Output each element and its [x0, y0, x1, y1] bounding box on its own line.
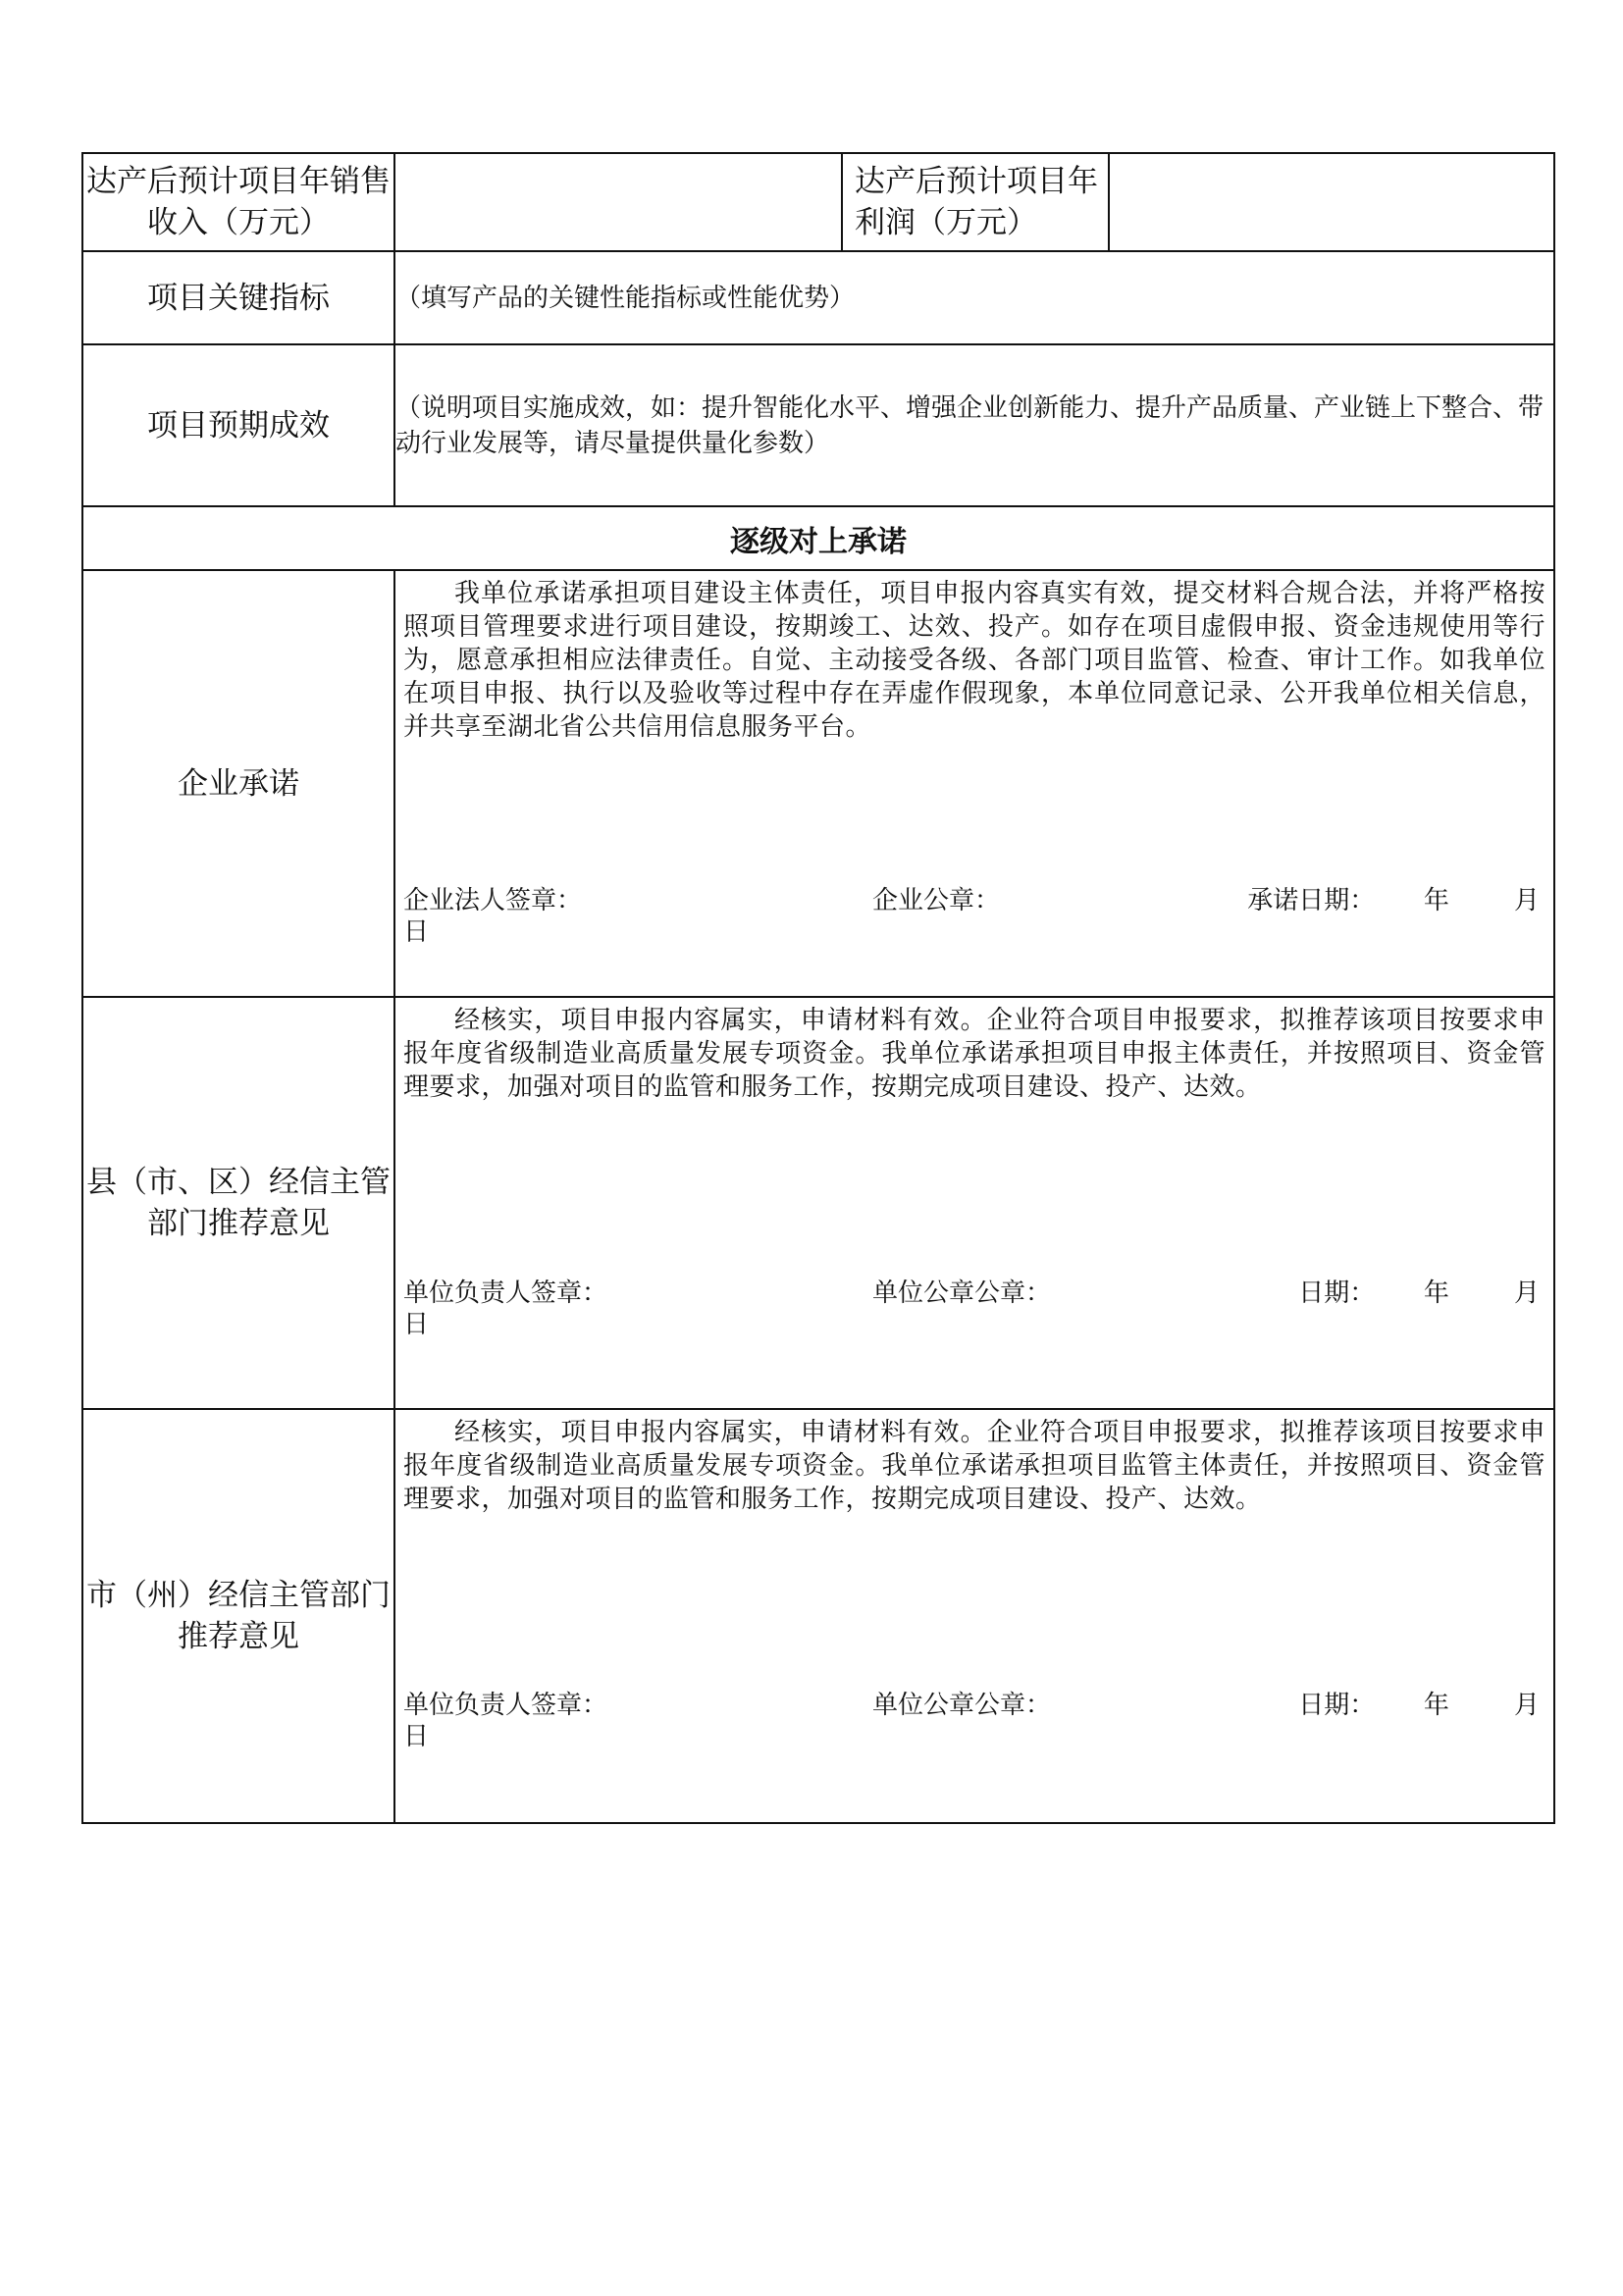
county-recommendation-label: 县（市、区）经信主管部门推荐意见	[82, 997, 394, 1409]
annual-profit-field[interactable]	[1109, 153, 1554, 251]
annual-profit-label: 达产后预计项目年利润（万元）	[842, 153, 1109, 251]
county-leader-signature-label: 单位负责人签章：	[403, 1278, 608, 1308]
enterprise-commitment-cell	[394, 570, 1554, 997]
county-date-label: 日期： 年 月	[1298, 1278, 1540, 1308]
city-recommendation-row	[82, 1409, 1554, 1823]
city-seal-label: 单位公章公章：	[872, 1691, 1052, 1720]
county-seal-label: 单位公章公章：	[872, 1278, 1052, 1308]
city-recommendation-text: 经核实，项目申报内容属实，申请材料有效。企业符合项目申报要求，拟推荐该项目按要求申报年度省级制造业高质量发展专项资金。我单位承诺承担项目监管主体责任，并按照项目、资金管理要求，加强对项目的监管和服务工作，按期完成项目建设、投产、达效。	[403, 1418, 1545, 1514]
city-date-label: 日期： 年 月	[1298, 1691, 1540, 1720]
county-recommendation-cell	[394, 997, 1554, 1409]
county-day-label: 日	[403, 1310, 430, 1339]
city-leader-signature-label: 单位负责人签章：	[403, 1691, 608, 1720]
county-recommendation-row	[82, 997, 1554, 1409]
application-form-table	[81, 152, 1555, 1824]
commitment-day-label: 日	[403, 917, 430, 947]
annual-sales-field[interactable]	[394, 153, 842, 251]
section-title: 逐级对上承诺	[82, 506, 1554, 570]
county-recommendation-text: 经核实，项目申报内容属实，申请材料有效。企业符合项目申报要求，拟推荐该项目按要求申报年度省级制造业高质量发展专项资金。我单位承诺承担项目申报主体责任，并按照项目、资金管理要求，加强对项目的监管和服务工作，按期完成项目建设、投产、达效。	[403, 1006, 1545, 1102]
expected-results-field[interactable]: （说明项目实施成效，如：提升智能化水平、增强企业创新能力、提升产品质量、产业链上下整合、带动行业发展等，请尽量提供量化参数）	[394, 344, 1554, 506]
expected-results-row	[82, 344, 1554, 506]
key-indicators-field[interactable]: （填写产品的关键性能指标或性能优势）	[394, 251, 1554, 344]
city-day-label: 日	[403, 1722, 430, 1751]
enterprise-commitment-label: 企业承诺	[82, 570, 394, 997]
city-recommendation-cell	[394, 1409, 1554, 1823]
key-indicators-row	[82, 251, 1554, 344]
section-title-row	[82, 506, 1554, 570]
commitment-date-label: 承诺日期： 年 月	[1247, 886, 1540, 915]
legal-rep-signature-label: 企业法人签章：	[403, 886, 583, 915]
enterprise-commitment-row	[82, 570, 1554, 997]
city-recommendation-label: 市（州）经信主管部门推荐意见	[82, 1409, 394, 1823]
enterprise-commitment-text: 我单位承诺承担项目建设主体责任，项目申报内容真实有效，提交材料合规合法，并将严格按照项目管理要求进行项目建设，按期竣工、达效、投产。如存在项目虚假申报、资金违规使用等行为，愿意承担相应法律责任。自觉、主动接受各级、各部门项目监管、检查、审计工作。如我单位在项目申报、执行以及验收等过程中存在弄虚作假现象，本单位同意记录、公开我单位相关信息，并共享至湖北省公共信用信息服务平台。	[403, 579, 1545, 742]
key-indicators-label: 项目关键指标	[82, 251, 394, 344]
annual-sales-label: 达产后预计项目年销售收入（万元）	[82, 153, 394, 251]
forecast-row	[82, 153, 1554, 251]
company-seal-label: 企业公章：	[872, 886, 1001, 915]
expected-results-label: 项目预期成效	[82, 344, 394, 506]
